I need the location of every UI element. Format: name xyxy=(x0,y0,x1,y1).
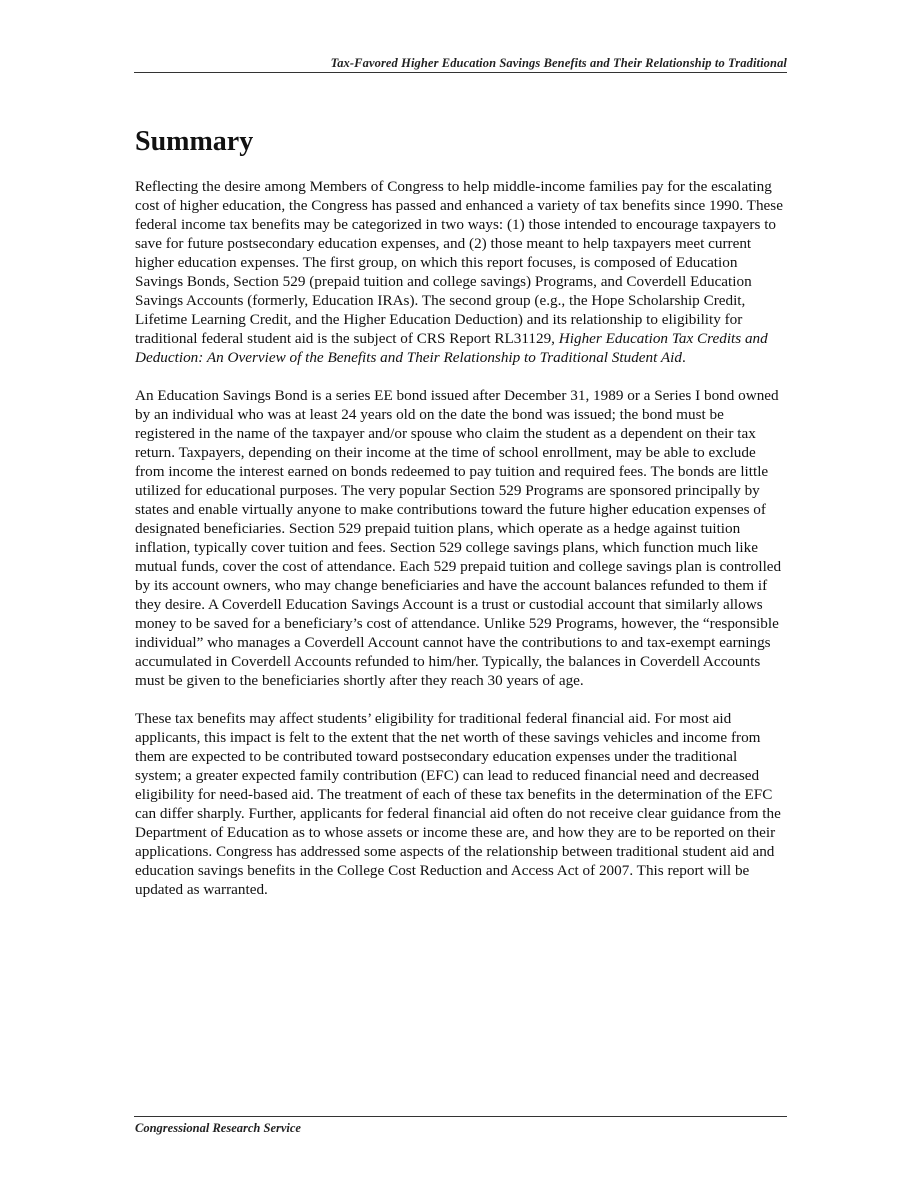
crs-report-title: Higher Education Tax Credits and Deduction: An Overview of the Benefits and Their Relationship to Traditional Student Aid xyxy=(135,330,768,366)
summary-body xyxy=(135,177,787,918)
running-header-title: Tax-Favored Higher Education Savings Benefits and Their Relationship to Traditional xyxy=(330,56,787,70)
header-divider xyxy=(134,72,787,73)
footer-divider xyxy=(134,1116,787,1117)
section-title: Summary xyxy=(135,126,254,157)
summary-paragraph-3: These tax benefits may affect students’ eligibility for traditional federal financial aid. For most aid applicants, this impact is felt to the extent that the net worth of these savings vehicles and income from them are expected to be contributed toward postsecondary education expenses under the traditional system; a greater expected family contribution (EFC) can lead to reduced financial need and decreased eligibility for need-based aid. The treatment of each of these tax benefits in the determination of the EFC can differ sharply. Further, applicants for federal financial aid often do not receive clear guidance from the Department of Education as to whose assets or income these are, and how they are to be reported on their applications. Congress has addressed some aspects of the relationship between traditional student aid and education savings benefits in the College Cost Reduction and Access Act of 2007. This report will be updated as warranted. xyxy=(135,710,781,898)
summary-paragraph-1 xyxy=(135,177,787,367)
paragraph-1-text: Reflecting the desire among Members of Congress to help middle-income families pay for the escalating cost of higher education, the Congress has passed and enhanced a variety of tax benefits since 1990. These federal income tax benefits may be categorized in two ways: (1) those intended to encourage taxpayers to save for future postsecondary education expenses, and (2) those meant to help taxpayers meet current higher education expenses. The first group, on which this report focuses, is composed of Education Savings Bonds, Section 529 (prepaid tuition and college savings) Programs, and Coverdell Education Savings Accounts (formerly, Education IRAs). The second group (e.g., the Hope Scholarship Credit, Lifetime Learning Credit, and the Higher Education Deduction) and its relationship to eligibility for traditional federal student aid is the subject of CRS Report RL31129, xyxy=(135,178,783,347)
footer-organization: Congressional Research Service xyxy=(135,1121,301,1135)
summary-paragraph-2: An Education Savings Bond is a series EE bond issued after December 31, 1989 or a Series I bond owned by an individual who was at least 24 years old on the date the bond was issued; the bond must be registered in the name of the taxpayer and/or spouse who claim the student as a dependent on their tax return. Taxpayers, depending on their income at the time of school enrollment, may be able to exclude from income the interest earned on bonds redeemed to pay tuition and required fees. The bonds are little utilized for educational purposes. The very popular Section 529 Programs are sponsored principally by states and enable virtually anyone to make contributions toward the future higher education expenses of designated beneficiaries. Section 529 prepaid tuition plans, which operate as a hedge against tuition inflation, typically cover tuition and fees. Section 529 college savings plans, which function much like mutual funds, cover the cost of attendance. Each 529 prepaid tuition and college savings plan is controlled by its account owners, who may change beneficiaries and have the account balances refunded to them if they desire. A Coverdell Education Savings Account is a trust or custodial account that similarly allows money to be saved for a beneficiary’s cost of attendance. Unlike 529 Programs, however, the “responsible individual” who manages a Coverdell Account cannot have the contributions to and tax-exempt earnings accumulated in Coverdell Accounts refunded to him/her. Typically, the balances in Coverdell Accounts must be given to the beneficiaries shortly after they reach 30 years of age. xyxy=(135,387,782,689)
paragraph-1-end: . xyxy=(681,349,686,366)
